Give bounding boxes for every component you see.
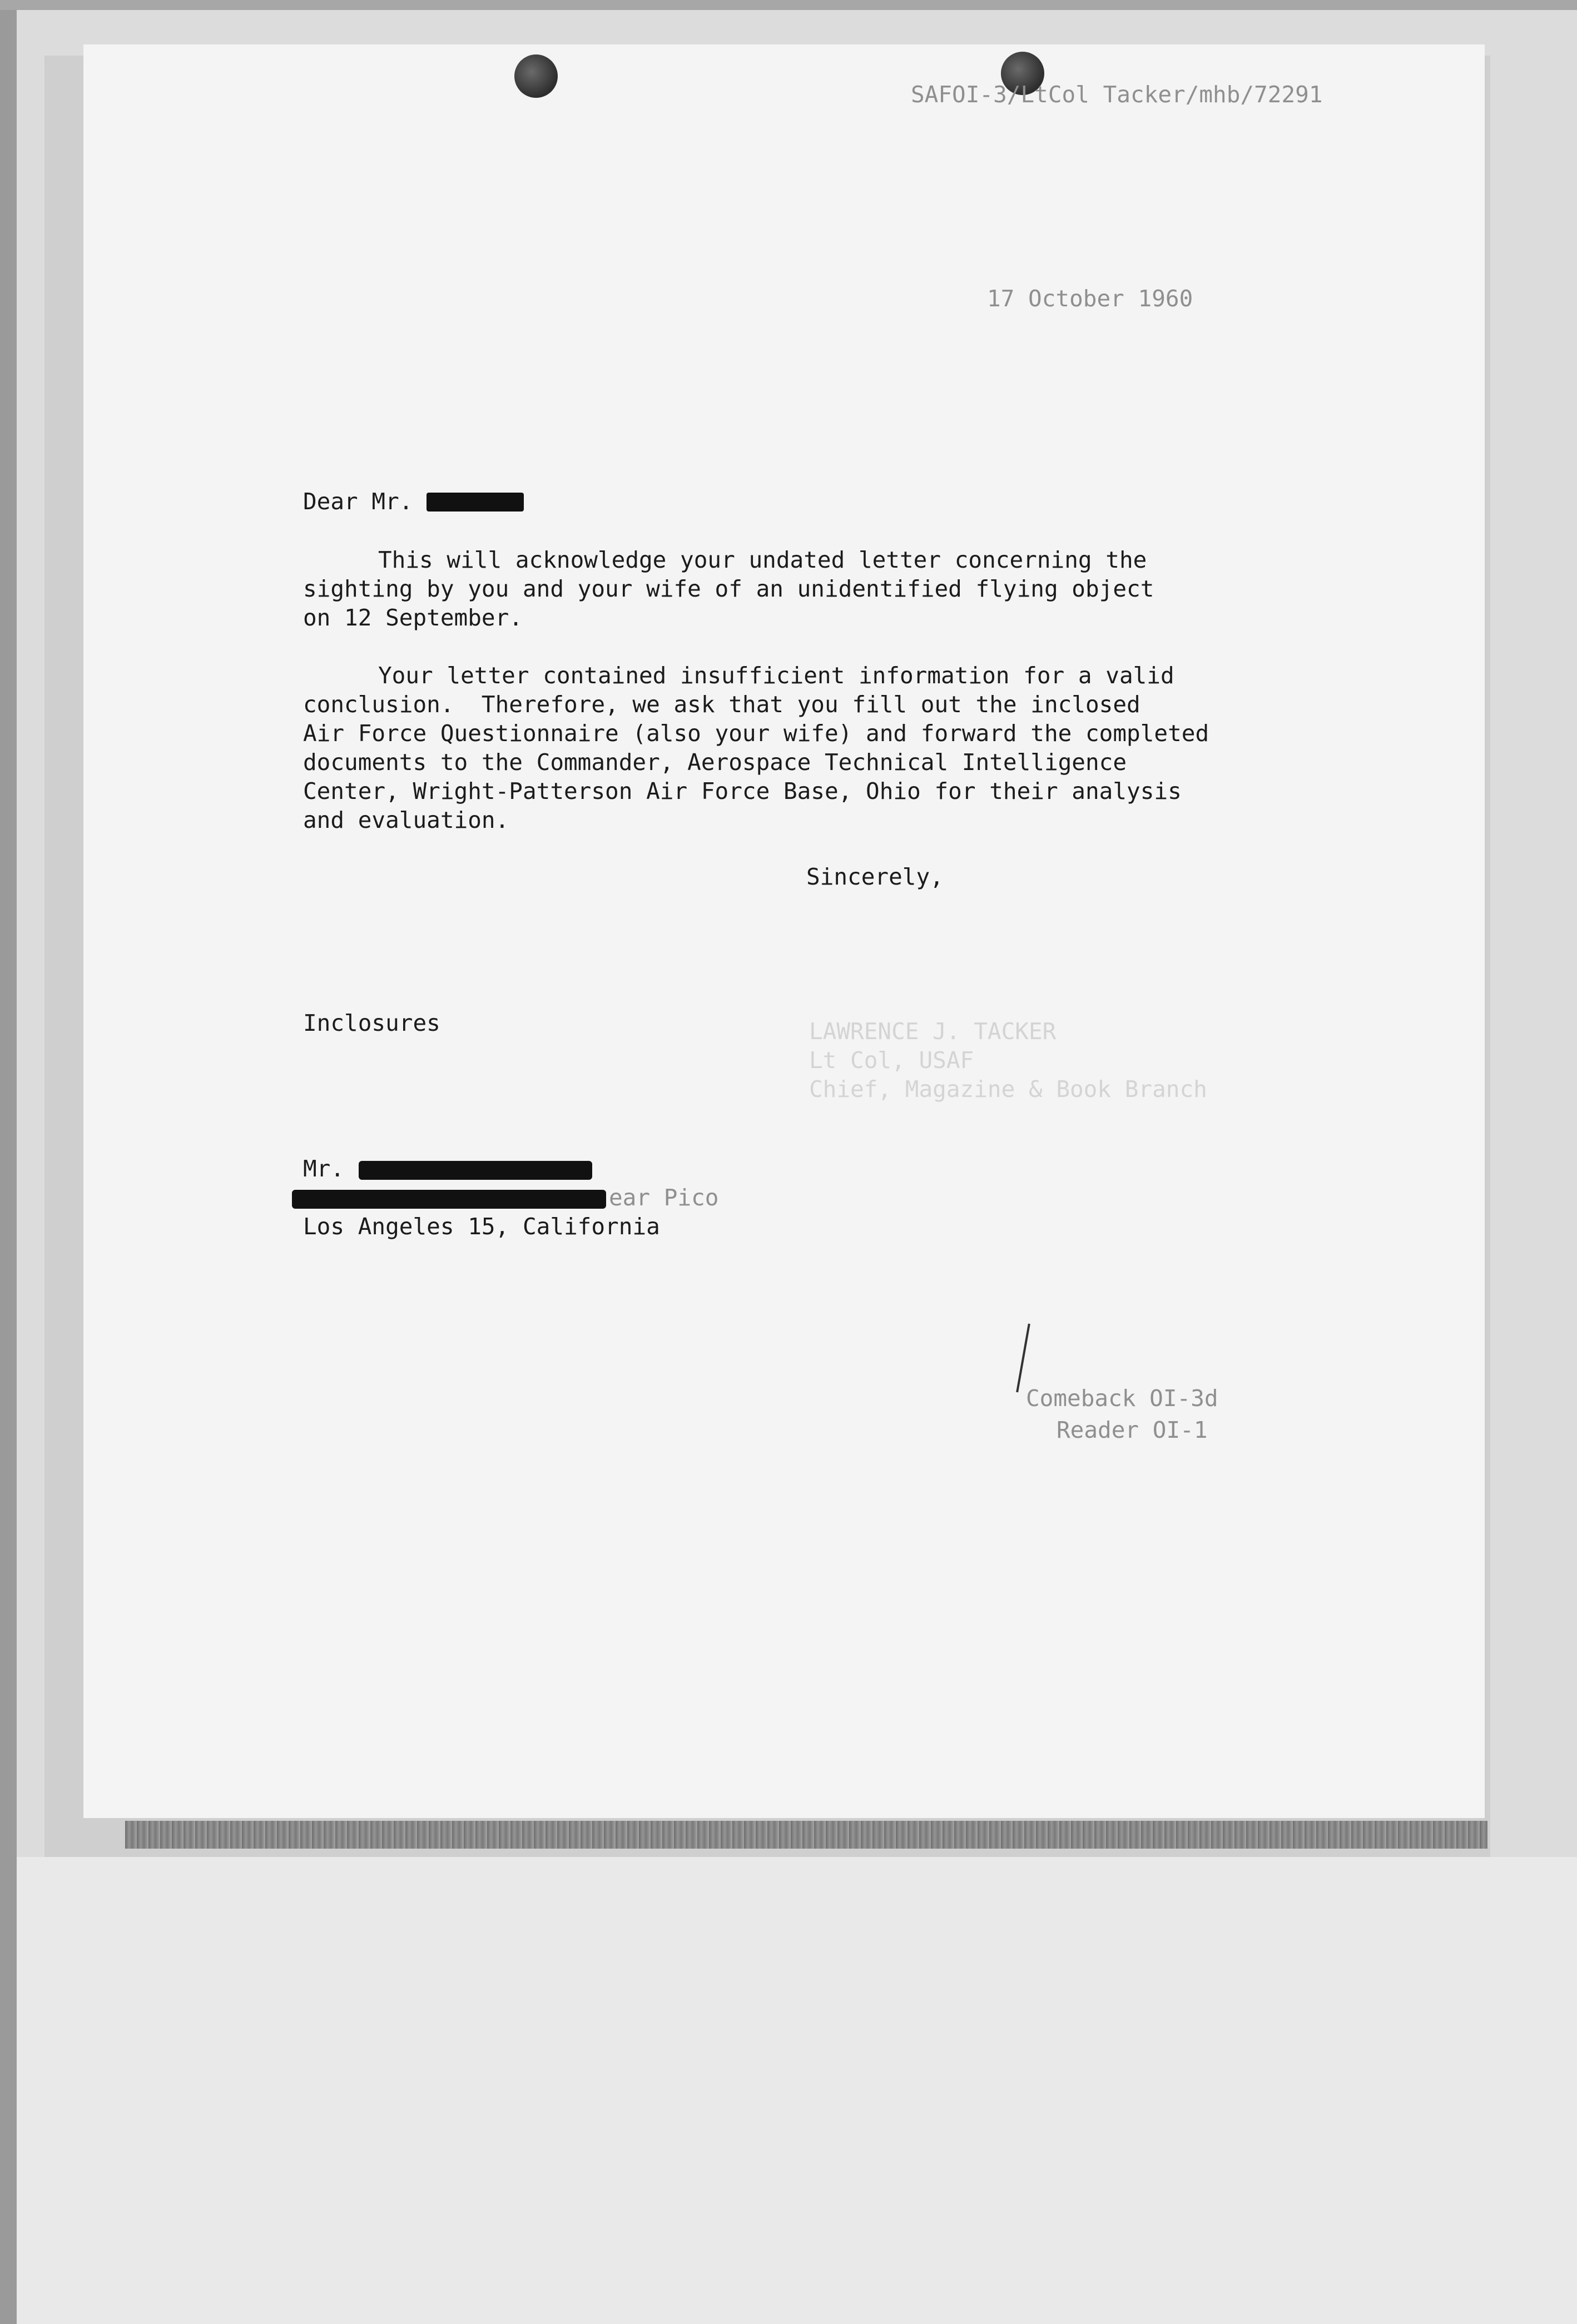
inclosures-label: Inclosures xyxy=(303,1010,440,1036)
scan-edge-top xyxy=(0,0,1577,10)
reference-code: SAFOI-3 xyxy=(911,81,1007,108)
reference-line xyxy=(911,80,1323,110)
routing-line-2: Reader OI-1 xyxy=(1057,1417,1208,1443)
scan-edge-left xyxy=(0,0,17,2324)
paragraph-2-line-2: conclusion. Therefore, we ask that you fill out the inclosed xyxy=(303,691,1140,718)
film-strip-edge xyxy=(125,1821,1487,1849)
signature-rank: Lt Col, USAF xyxy=(809,1047,974,1074)
address-line-3: Los Angeles 15, California xyxy=(303,1213,660,1240)
paragraph-2-line-4: documents to the Commander, Aerospace Technical Intelligence xyxy=(303,749,1127,776)
redacted-address-street xyxy=(292,1190,606,1209)
address-prefix: Mr. xyxy=(303,1155,345,1182)
paragraph-2-line-5: Center, Wright-Patterson Air Force Base, Ohio for their analysis xyxy=(303,778,1182,805)
letter-page xyxy=(83,44,1485,1818)
paragraph-2-line-6: and evaluation. xyxy=(303,807,509,833)
salutation-text: Dear Mr. xyxy=(303,488,413,515)
paragraph-1-line-1: This will acknowledge your undated letter concerning the xyxy=(378,547,1147,573)
address-line-2: ear Pico xyxy=(609,1184,719,1211)
letter-date: 17 October 1960 xyxy=(987,285,1193,312)
bottom-sheet xyxy=(17,1857,1577,2324)
paragraph-2-line-3: Air Force Questionnaire (also your wife) and forward the completed xyxy=(303,720,1209,747)
reference-tail: /LtCol Tacker/mhb/72291 xyxy=(1006,81,1323,108)
signature-name: LAWRENCE J. TACKER xyxy=(809,1018,1057,1045)
signature-title: Chief, Magazine & Book Branch xyxy=(809,1076,1207,1103)
paragraph-1-line-2: sighting by you and your wife of an unidentified flying object xyxy=(303,575,1154,602)
punch-hole-left xyxy=(514,54,558,98)
address-line-1 xyxy=(303,1154,344,1184)
paragraph-2-line-1: Your letter contained insufficient information for a valid xyxy=(378,662,1174,689)
salutation xyxy=(303,486,524,517)
redacted-name xyxy=(427,493,524,512)
closing: Sincerely, xyxy=(806,863,944,890)
routing-line-1: Comeback OI-3d xyxy=(1026,1385,1218,1412)
redacted-address-name xyxy=(359,1161,592,1180)
paragraph-1-line-3: on 12 September. xyxy=(303,604,523,631)
